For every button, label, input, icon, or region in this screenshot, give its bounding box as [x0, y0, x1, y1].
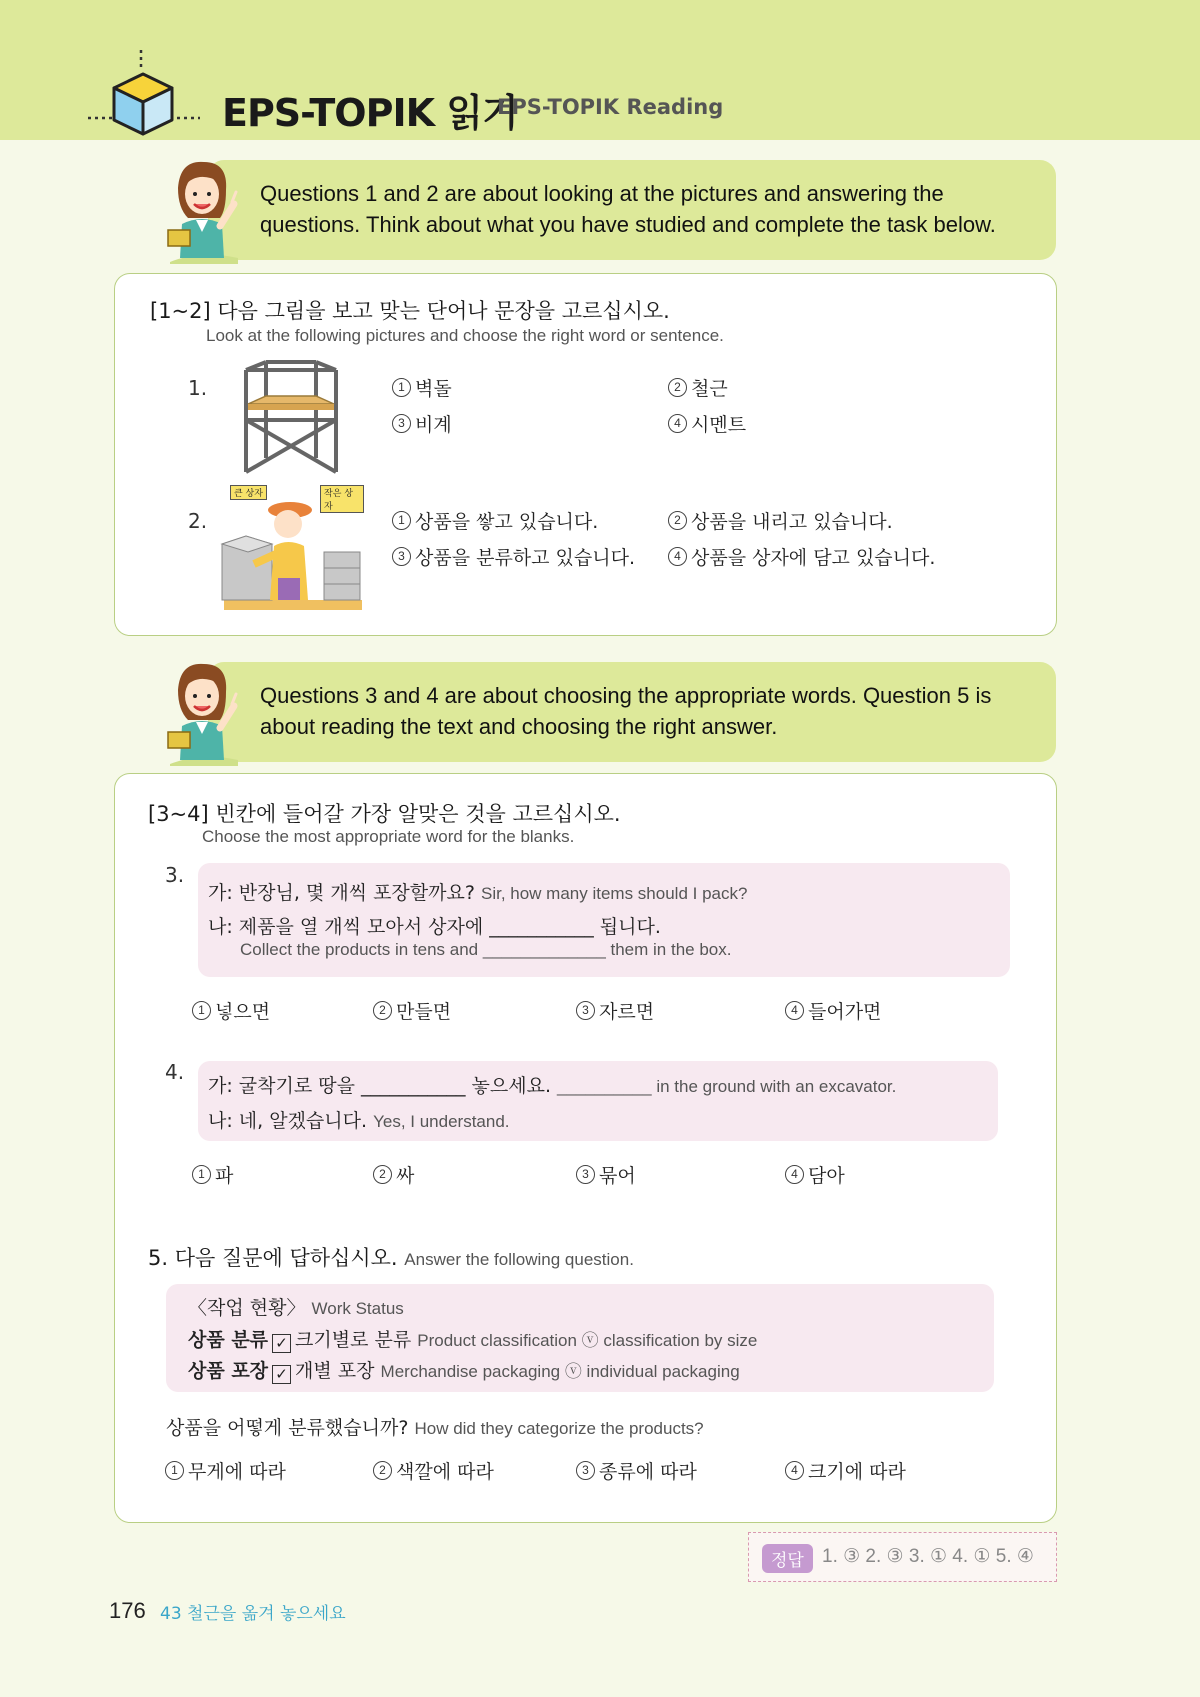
row-label: 상품 포장 — [188, 1360, 269, 1382]
option-mark: 1 — [165, 1461, 184, 1480]
row-value-en: Merchandise packaging ⓥ individual packaging — [380, 1362, 740, 1381]
row-value-en: Product classification ⓥ classification by size — [417, 1331, 758, 1350]
option-mark: 4 — [668, 547, 687, 566]
q2-option-1[interactable] — [392, 507, 598, 534]
option-mark: 3 — [576, 1461, 595, 1480]
row-value-ko: 개별 포장 — [295, 1360, 375, 1382]
q2-option-4[interactable] — [668, 543, 935, 570]
q4-option-1[interactable] — [192, 1161, 233, 1188]
dialogue-en: __________ in the ground with an excavator. — [557, 1077, 897, 1096]
q5-option-3[interactable] — [576, 1457, 697, 1484]
instruction-line: about reading the text and choosing the right answer. — [260, 714, 778, 739]
title-en: Work Status — [311, 1299, 404, 1318]
cube-icon — [86, 48, 202, 138]
option-text: 벽돌 — [415, 378, 452, 400]
q3-option-1[interactable] — [192, 997, 270, 1024]
option-text: 만들면 — [396, 1001, 452, 1023]
teacher-icon — [160, 660, 248, 768]
row-label: 상품 분류 — [188, 1329, 269, 1351]
option-text: 묶어 — [599, 1165, 636, 1187]
dialogue-line — [208, 1071, 896, 1098]
option-text: 시멘트 — [691, 414, 747, 436]
q5-option-4[interactable] — [785, 1457, 906, 1484]
option-mark: 1 — [192, 1165, 211, 1184]
option-mark: 3 — [576, 1001, 595, 1020]
q4-option-4[interactable] — [785, 1161, 845, 1188]
instruction-text-2 — [260, 680, 991, 742]
option-mark: 2 — [373, 1165, 392, 1184]
q5-option-2[interactable] — [373, 1457, 494, 1484]
dialogue-ko: 가: 굴착기로 땅을 ___________ 놓으세요. — [208, 1075, 551, 1097]
row-value-ko: 크기별로 분류 — [295, 1329, 412, 1351]
option-text: 파 — [215, 1165, 234, 1187]
instruction-line: Questions 3 and 4 are about choosing the appropriate words. Question 5 is — [260, 683, 992, 708]
option-text: 담아 — [808, 1165, 845, 1187]
q4-option-3[interactable] — [576, 1161, 636, 1188]
option-mark: 2 — [668, 511, 687, 530]
option-mark: 2 — [668, 378, 687, 397]
option-mark: 4 — [785, 1461, 804, 1480]
instruction-line: questions. Think about what you have studied and complete the task below. — [260, 212, 996, 237]
dialogue-line — [208, 878, 747, 905]
option-mark: 4 — [668, 414, 687, 433]
question-number: 4. — [165, 1060, 185, 1084]
instruction-line: Questions 1 and 2 are about looking at the pictures and answering the — [260, 181, 944, 206]
checkbox-checked-icon: ✓ — [272, 1334, 291, 1353]
option-text: 종류에 따라 — [599, 1461, 697, 1483]
sign-small-box: 작은 상자 — [320, 485, 364, 513]
option-text: 넣으면 — [215, 1001, 271, 1023]
page-number: 176 — [109, 1598, 146, 1623]
answer-key-text: 1. ③ 2. ③ 3. ① 4. ① 5. ④ — [822, 1546, 1034, 1567]
option-text: 무게에 따라 — [188, 1461, 286, 1483]
title-ko: 〈작업 현황〉 — [188, 1297, 306, 1319]
heading-en: Answer the following question. — [404, 1250, 634, 1269]
option-mark: 3 — [392, 547, 411, 566]
q1-option-4[interactable] — [668, 410, 746, 437]
dialogue-en: Yes, I understand. — [373, 1112, 510, 1131]
page-subtitle: EPS-TOPIK Reading — [497, 95, 724, 119]
sorting-worker-image — [220, 484, 364, 612]
option-text: 싸 — [396, 1165, 415, 1187]
dialogue-en: Sir, how many items should I pack? — [480, 884, 748, 903]
work-status-row — [188, 1325, 757, 1353]
dialogue-ko: 나: 네, 알겠습니다. — [208, 1110, 368, 1132]
question-number: 3. — [165, 863, 185, 887]
q4-option-2[interactable] — [373, 1161, 414, 1188]
q2-option-3[interactable] — [392, 543, 635, 570]
question-number: 1. — [188, 376, 208, 400]
option-mark: 1 — [392, 378, 411, 397]
option-text: 상품을 상자에 담고 있습니다. — [691, 547, 936, 569]
option-mark: 4 — [785, 1165, 804, 1184]
prompt-en: How did they categorize the products? — [414, 1419, 704, 1438]
option-text: 상품을 내리고 있습니다. — [691, 511, 893, 533]
section-subheading: Look at the following pictures and choose the right word or sentence. — [206, 326, 724, 345]
option-mark: 2 — [373, 1461, 392, 1480]
heading-ko: 5. 다음 질문에 답하십시오. — [148, 1246, 398, 1270]
option-text: 색깔에 따라 — [396, 1461, 494, 1483]
q3-option-2[interactable] — [373, 997, 451, 1024]
option-mark: 3 — [392, 414, 411, 433]
chapter-title: 43 철근을 옮겨 놓으세요 — [160, 1604, 346, 1624]
dialogue-translation: Collect the products in tens and _____________ them in the box. — [240, 940, 732, 959]
q1-option-2[interactable] — [668, 374, 728, 401]
question-number: 2. — [188, 509, 208, 533]
q1-option-1[interactable] — [392, 374, 452, 401]
q3-option-3[interactable] — [576, 997, 654, 1024]
instruction-text-1 — [260, 178, 996, 240]
section-heading: [3~4] 빈칸에 들어갈 가장 알맞은 것을 고르십시오. — [148, 802, 621, 826]
option-text: 자르면 — [599, 1001, 655, 1023]
question-5-heading — [148, 1242, 634, 1272]
section-subheading: Choose the most appropriate word for the blanks. — [202, 827, 575, 846]
option-text: 크기에 따라 — [808, 1461, 906, 1483]
work-status-row — [188, 1356, 740, 1384]
q5-option-1[interactable] — [165, 1457, 286, 1484]
dialogue-ko: 가: 반장님, 몇 개씩 포장할까요? — [208, 882, 475, 904]
option-mark: 3 — [576, 1165, 595, 1184]
section-heading: [1~2] 다음 그림을 보고 맞는 단어나 문장을 고르십시오. — [150, 299, 670, 323]
dialogue-line: 나: 제품을 열 개씩 모아서 상자에 ___________ 됩니다. — [208, 916, 661, 938]
scaffold-image — [236, 360, 344, 474]
option-text: 철근 — [691, 378, 728, 400]
option-text: 들어가면 — [808, 1001, 882, 1023]
sign-large-box: 큰 상자 — [230, 485, 267, 500]
answer-key-label: 정답 — [762, 1544, 813, 1573]
prompt-ko: 상품을 어떻게 분류했습니까? — [166, 1417, 409, 1439]
teacher-icon — [160, 158, 248, 266]
question-5-prompt — [166, 1413, 704, 1440]
option-text: 상품을 쌓고 있습니다. — [415, 511, 599, 533]
option-text: 상품을 분류하고 있습니다. — [415, 547, 636, 569]
option-mark: 4 — [785, 1001, 804, 1020]
dialogue-line — [208, 1106, 510, 1133]
q3-option-4[interactable] — [785, 997, 881, 1024]
option-text: 비계 — [415, 414, 452, 436]
work-status-title — [188, 1293, 404, 1320]
option-mark: 1 — [192, 1001, 211, 1020]
q2-option-2[interactable] — [668, 507, 893, 534]
option-mark: 2 — [373, 1001, 392, 1020]
checkbox-checked-icon: ✓ — [272, 1365, 291, 1384]
q1-option-3[interactable] — [392, 410, 452, 437]
page-title: EPS-TOPIK 읽기 — [222, 91, 518, 135]
option-mark: 1 — [392, 511, 411, 530]
